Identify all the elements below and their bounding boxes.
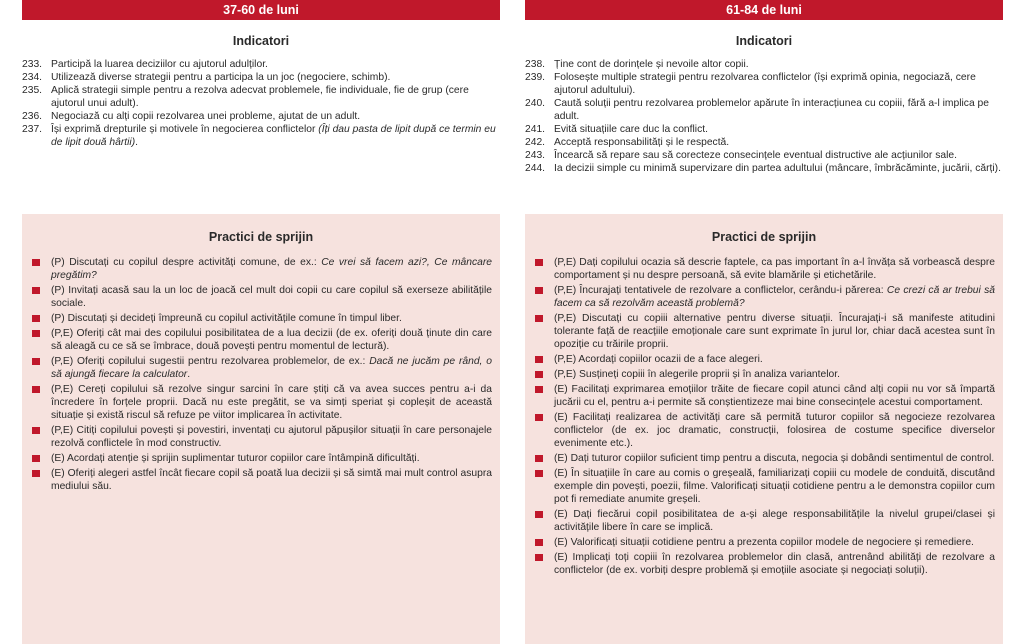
- practice-text: [554, 383, 995, 409]
- indicator-item: [525, 97, 1003, 123]
- practices-list: [525, 256, 1003, 577]
- square-bullet-icon: [32, 455, 40, 462]
- practice-item: [32, 312, 492, 325]
- practice-text: [554, 411, 995, 450]
- item-trailing-text: .: [135, 137, 139, 148]
- item-text: (P,E) Acordați copiilor ocazii de a face alegeri.: [554, 354, 763, 365]
- indicator-number: 239.: [525, 72, 546, 83]
- square-bullet-icon: [535, 287, 543, 294]
- item-text: (P,E) Discutați cu copiii alternative pentru diverse situații. Încurajați-i să manifeste atitudini tolerante față de reacțiile emoționale care sunt exprimate în jurul lor, chiar dacă acestea sunt în opoziție cu trăirile proprii.: [554, 313, 995, 350]
- practice-text: [51, 312, 492, 325]
- square-bullet-icon: [32, 358, 40, 365]
- practice-text: [51, 355, 492, 381]
- indicators-title: Indicatori: [232, 34, 290, 48]
- practice-item: [32, 256, 492, 282]
- practice-item: [535, 353, 995, 366]
- indicator-text: [554, 123, 1003, 136]
- practice-item: [535, 411, 995, 450]
- item-trailing-text: .: [187, 369, 191, 380]
- indicator-item: [525, 162, 1003, 175]
- indicator-number: 234.: [22, 72, 43, 83]
- practice-text: [554, 312, 995, 351]
- item-text: Aplică strategii simple pentru a rezolva adecvat problemele, fie individuale, fie de grup (cere ajutorul unui adult).: [51, 85, 469, 109]
- item-text: (P) Discutați și decideți împreună cu copilul activitățile comune în timpul liber.: [51, 313, 402, 324]
- item-text: Ia decizii simple cu minimă supervizare din partea adultului (mâncare, îmbrăcăminte, jucării, cărți).: [554, 163, 1001, 174]
- practices-title: Practici de sprijin: [208, 230, 314, 244]
- practices-title: Practici de sprijin: [711, 230, 817, 244]
- square-bullet-icon: [535, 554, 543, 561]
- square-bullet-icon: [32, 287, 40, 294]
- item-text: (P,E) Cereți copilului să rezolve singur sarcini în care știți că va avea succes pentru a-i da încredere în forțele proprii. Dacă nu este pregătit, se va simți speriat și copleșit de această situație și există riscul să refuze pe viitor implicarea în activitate.: [51, 384, 492, 421]
- item-text: Folosește multiple strategii pentru rezolvarea conflictelor (își exprimă opinia, negociază, cere ajutorul adultului).: [554, 72, 976, 96]
- item-text: (E) Dați fiecărui copil posibilitatea de a-și alege responsabilitățile la nivelul grupei/clasei și activitățile libere în care se implică.: [554, 509, 995, 533]
- practice-text: [51, 327, 492, 353]
- practice-text: [554, 256, 995, 282]
- item-text: (P,E) Citiți copilului povești și povestiri, inventați cu ajutorul păpușilor situații în care personajele rezolvă conflictele în mod constructiv.: [51, 425, 492, 449]
- indicator-number: 244.: [525, 163, 546, 174]
- practice-item: [32, 284, 492, 310]
- square-bullet-icon: [32, 315, 40, 322]
- item-italic-text: (Îți dau pasta de lipit după ce termin eu de lipit două hârtii): [51, 124, 496, 148]
- item-text: Încearcă să repare sau să corecteze consecințele eventual distructive ale acțiunilor sale.: [554, 150, 957, 161]
- item-text: (E) Implicați toți copiii în rezolvarea problemelor din clasă, antrenând abilități de rezolvare a conflictelor (de ex. vorbiți despre problemă și emoțiile asociate și negociați soluții).: [554, 552, 995, 576]
- practice-item: [535, 312, 995, 351]
- square-bullet-icon: [535, 455, 543, 462]
- practice-text: [554, 551, 995, 577]
- practice-text: [554, 536, 995, 549]
- indicator-item: [22, 110, 500, 123]
- indicator-number: 240.: [525, 98, 546, 109]
- practice-text: [554, 467, 995, 506]
- item-text: Negociază cu alți copii rezolvarea unei probleme, ajutat de un adult.: [51, 111, 361, 122]
- item-text: Participă la luarea deciziilor cu ajutorul adulților.: [51, 59, 268, 70]
- indicator-text: [554, 136, 1003, 149]
- practice-text: [554, 368, 995, 381]
- practice-item: [32, 424, 492, 450]
- practice-text: [51, 452, 492, 465]
- item-text: (P,E) Încurajați tentativele de rezolvare a conflictelor, cerându-i părerea:: [554, 285, 887, 296]
- indicator-text: [554, 71, 1003, 97]
- square-bullet-icon: [535, 356, 543, 363]
- square-bullet-icon: [32, 427, 40, 434]
- indicator-item: [22, 84, 500, 110]
- square-bullet-icon: [535, 259, 543, 266]
- square-bullet-icon: [535, 386, 543, 393]
- square-bullet-icon: [32, 259, 40, 266]
- indicator-text: [554, 97, 1003, 123]
- square-bullet-icon: [32, 386, 40, 393]
- indicator-number: 241.: [525, 124, 546, 135]
- square-bullet-icon: [32, 470, 40, 477]
- indicator-text: [554, 149, 1003, 162]
- practice-item: [535, 452, 995, 465]
- item-text: (E) Facilitați exprimarea emoțiilor trăite de fiecare copil atunci când alți copii nu vor să împartă jucării cu el, pentru a-i permite să conștientizeze mai bine consecințele acestui comportament.: [554, 384, 995, 408]
- indicator-text: [554, 58, 1003, 71]
- item-text: (E) Valorificați situații cotidiene pentru a prezenta copiilor modele de negociere și remediere.: [554, 537, 974, 548]
- practice-item: [535, 256, 995, 282]
- practices-list: [22, 256, 500, 493]
- square-bullet-icon: [535, 539, 543, 546]
- practice-item: [32, 383, 492, 422]
- indicator-text: [554, 162, 1003, 175]
- practice-text: [51, 424, 492, 450]
- item-text: (P) Invitați acasă sau la un loc de joacă cel mult doi copii cu care copilul să exerseze abilitățile sociale.: [51, 285, 492, 309]
- item-text: (P,E) Dați copilului ocazia să descrie faptele, ca pas important în a-l învăța să vorbească despre comportament și nu despre persoană, să evite blamările și etichetările.: [554, 257, 995, 281]
- square-bullet-icon: [535, 414, 543, 421]
- item-italic-text: Ce vrei să facem azi?, Ce mâncare pregătim?: [51, 257, 493, 281]
- indicator-number: 243.: [525, 150, 546, 161]
- support-practices-panel: [22, 214, 500, 644]
- item-text: (P,E) Oferiți cât mai des copilului posibilitatea de a lua decizii (de ex. oferiți două ținute din care să aleagă cu ce să se îmbrace, două povești pentru momentul de lectură).: [51, 328, 492, 352]
- item-text: Utilizează diverse strategii pentru a participa la un joc (negociere, schimb).: [51, 72, 391, 83]
- practice-text: [51, 256, 492, 282]
- indicator-item: [525, 149, 1003, 162]
- indicator-number: 235.: [22, 85, 43, 96]
- item-text: Acceptă responsabilități și le respectă.: [554, 137, 730, 148]
- indicator-number: 242.: [525, 137, 546, 148]
- practice-text: [554, 284, 995, 310]
- practice-text: [554, 508, 995, 534]
- item-text: (E) Dați tuturor copiilor suficient timp pentru a discuta, negocia și dobândi sentimentul de control.: [554, 453, 995, 464]
- practice-text: [554, 452, 995, 465]
- item-text: (E) În situațiile în care au comis o greșeală, familiarizați copiii cu modele de conduită, discutând exemple din povești, poezii, filme. Valorificați situații cotidiene pentru a le demonstra copiilor cum pot fi remediate anumite greșeli.: [554, 468, 995, 505]
- square-bullet-icon: [32, 330, 40, 337]
- indicators-list: [525, 58, 1003, 175]
- item-text: Caută soluții pentru rezolvarea problemelor apărute în interacțiunea cu copiii, fără a-l implica pe adult.: [554, 98, 989, 122]
- item-italic-text: Ce crezi că ar trebui să facem ca să rezolvăm această problemă?: [554, 285, 995, 309]
- practice-item: [535, 551, 995, 577]
- practice-text: [51, 467, 492, 493]
- practice-item: [32, 327, 492, 353]
- indicator-number: 236.: [22, 111, 43, 122]
- practice-item: [535, 536, 995, 549]
- item-text: (E) Facilitați realizarea de activități care să permită tuturor copiilor să negocieze rezolvarea conflictelor (de ex. joc dramatic, construcții, folosirea de costume specifice diverselor evenimente etc.).: [554, 412, 995, 449]
- item-text: (E) Oferiți alegeri astfel încât fiecare copil să poată lua decizii și să simtă mai mult control asupra mediului său.: [51, 468, 492, 492]
- indicator-text: [51, 58, 500, 71]
- left-column: [22, 0, 500, 492]
- indicator-item: [525, 58, 1003, 71]
- age-band-header: 61-84 de luni: [525, 0, 1003, 20]
- square-bullet-icon: [535, 511, 543, 518]
- indicator-item: [525, 123, 1003, 136]
- indicator-text: [51, 123, 500, 149]
- square-bullet-icon: [535, 371, 543, 378]
- indicator-item: [22, 71, 500, 84]
- practice-text: [51, 284, 492, 310]
- item-italic-text: Dacă ne jucăm pe rând, o să ajungă fiecare la calculator: [51, 356, 492, 380]
- item-text: (P,E) Susțineți copiii în alegerile proprii și în analiza variantelor.: [554, 369, 840, 380]
- practice-item: [535, 508, 995, 534]
- item-text: Își exprimă drepturile și motivele în negocierea conflictelor: [51, 124, 319, 135]
- practice-item: [32, 467, 492, 493]
- square-bullet-icon: [535, 315, 543, 322]
- indicator-text: [51, 110, 500, 123]
- practice-item: [535, 383, 995, 409]
- age-band-header: 37-60 de luni: [22, 0, 500, 20]
- indicator-number: 238.: [525, 59, 546, 70]
- practice-item: [535, 284, 995, 310]
- indicator-item: [525, 136, 1003, 149]
- practice-item: [32, 355, 492, 381]
- indicator-item: [22, 123, 500, 149]
- practice-item: [535, 467, 995, 506]
- right-column: [525, 0, 1003, 576]
- indicator-item: [22, 58, 500, 71]
- indicator-number: 237.: [22, 124, 43, 135]
- indicators-list: [22, 58, 500, 149]
- support-practices-panel: [525, 214, 1003, 644]
- indicator-text: [51, 84, 500, 110]
- square-bullet-icon: [535, 470, 543, 477]
- item-text: Evită situațiile care duc la conflict.: [554, 124, 708, 135]
- practice-item: [535, 368, 995, 381]
- indicator-number: 233.: [22, 59, 43, 70]
- practice-text: [554, 353, 995, 366]
- indicators-title: Indicatori: [735, 34, 793, 48]
- practice-item: [32, 452, 492, 465]
- indicator-text: [51, 71, 500, 84]
- item-text: (P) Discutați cu copilul despre activități comune, de ex.:: [51, 257, 322, 268]
- practice-text: [51, 383, 492, 422]
- item-text: (E) Acordați atenție și sprijin suplimentar tuturor copiilor care întâmpină dificultăți.: [51, 453, 420, 464]
- item-text: (P,E) Oferiți copilului sugestii pentru rezolvarea problemelor, de ex.:: [51, 356, 370, 367]
- item-text: Ține cont de dorințele și nevoile altor copii.: [554, 59, 749, 70]
- indicator-item: [525, 71, 1003, 97]
